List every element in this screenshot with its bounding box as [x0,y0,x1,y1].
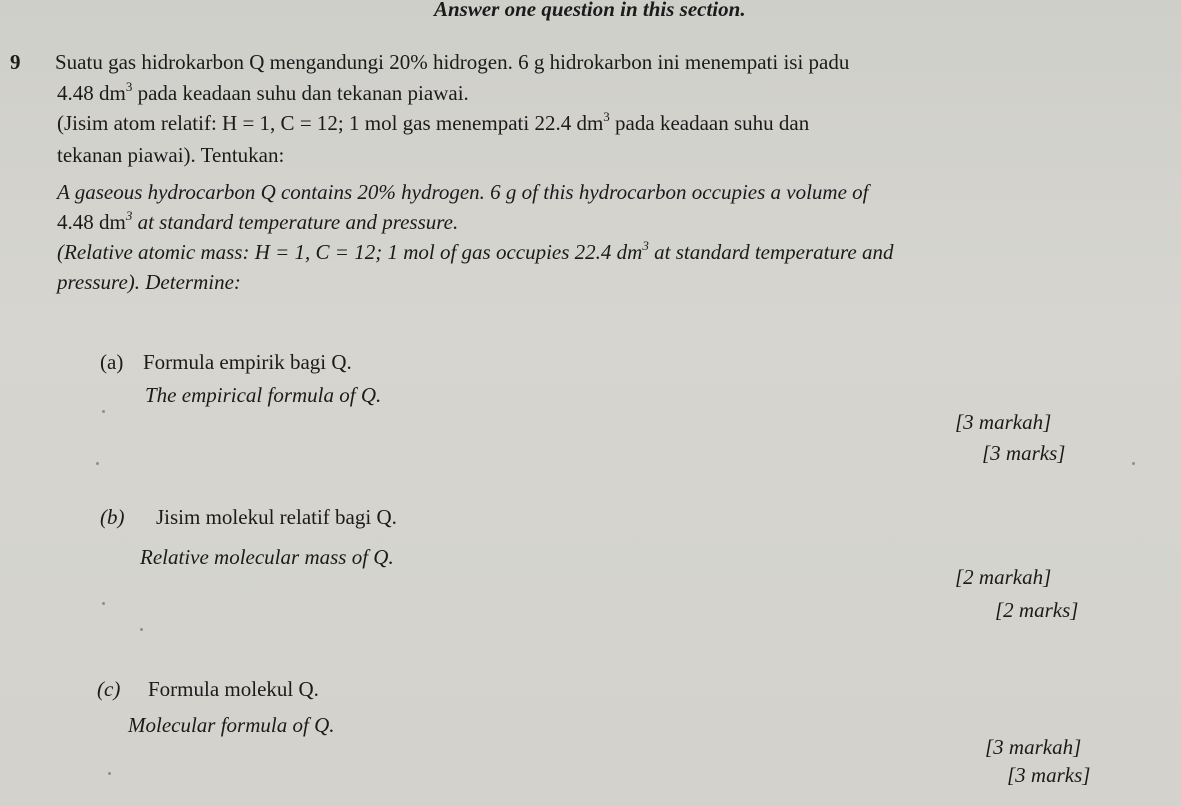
part-b-label: (b) [100,505,125,529]
part-a-marks-malay [955,410,1051,435]
part-a-label: (a) [100,350,124,374]
malay-stem-line-2: 4.48 $dm^3$ pada keadaan suhu dan tekanan piawai. [57,79,469,105]
part-c-marks-english: [3 marks] [1007,763,1091,787]
malay-stem-line-4: tekanan piawai). Tentukan: [57,143,285,167]
malay-stem-line-3: (Jisim atom relatif: H = 1, C = 12; 1 mol gas menempati 22.4 $dm^3$ pada keadaan suhu dan [57,109,810,135]
part-b-malay: Jisim molekul relatif bagi Q. [156,505,397,529]
part-a-marks-english: [3 marks] [982,441,1066,465]
page-speck [140,628,143,631]
page-speck [102,602,105,605]
part-c-label: (c) [97,677,121,701]
english-stem-line-4: pressure). Determine: [57,270,241,294]
part-c-english: Molecular formula of Q. [128,713,335,737]
page-speck [1132,462,1135,465]
page-speck [96,462,99,465]
part-b-marks-malay: [2 markah] [955,565,1052,589]
page-speck [108,772,111,775]
part-b-english: Relative molecular mass of Q. [140,545,394,569]
part-c-malay: Formula molekul Q. [148,677,319,701]
part-b-marks-english: [2 marks] [995,598,1079,622]
malay-stem-line-1: Suatu gas hidrokarbon Q mengandungi 20% hidrogen. 6 g hidrokarbon ini menempati isi padu [55,50,850,74]
page-speck [102,410,105,413]
part-a-marks-malay-text: [3 markah] [955,410,1052,434]
section-instruction: Answer one question in this section. [434,0,746,21]
english-stem-line-3: (Relative atomic mass: H = 1, C = 12; 1 mol of gas occupies 22.4 $dm^3$ at standard temperature and [57,238,894,264]
part-a-english: The empirical formula of Q. [145,383,382,407]
question-number: 9 [10,50,21,74]
english-stem-line-2: 4.48 $dm^3$ at standard temperature and pressure. [57,208,459,234]
part-c-marks-malay: [3 markah] [985,735,1082,759]
part-a-malay: Formula empirik bagi Q. [143,350,352,374]
english-stem-line-1: A gaseous hydrocarbon Q contains 20% hydrogen. 6 g of this hydrocarbon occupies a volume of [57,180,869,204]
